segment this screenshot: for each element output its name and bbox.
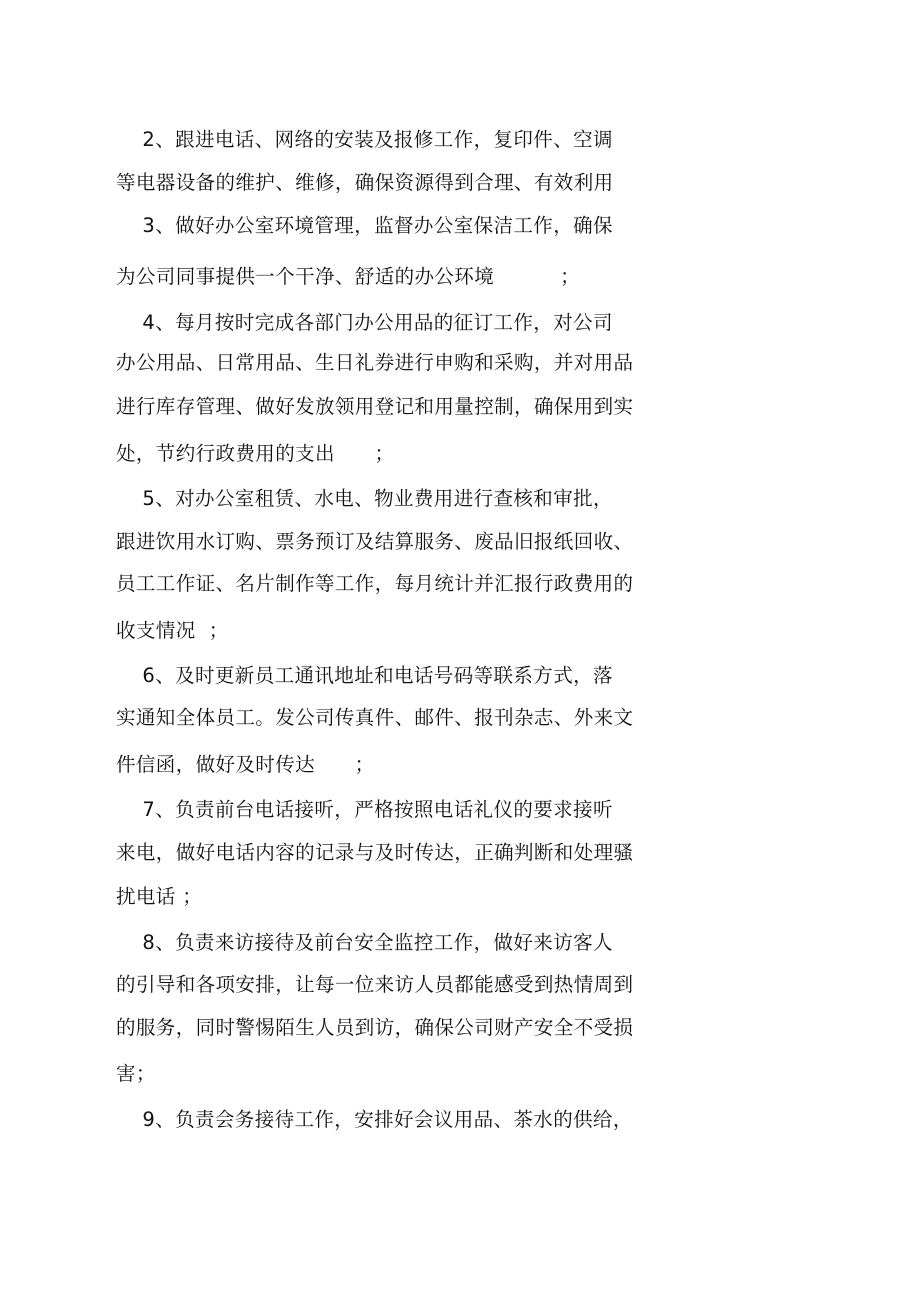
text-line: 跟进饮用水订购、票务预订及结算服务、废品旧报纸回收、 xyxy=(116,530,634,553)
text-line: 来电，做好电话内容的记录与及时传达，正确判断和处理骚 xyxy=(116,841,634,864)
text-line: 5、对办公室租赁、水电、物业费用进行查核和审批， xyxy=(116,487,613,510)
text-line: 为公司同事提供一个干净、舒适的办公环境 ； xyxy=(116,265,580,288)
text-line: 7、负责前台电话接听，严格按照电话礼仪的要求接听 xyxy=(116,798,613,821)
text-line: 件信函，做好及时传达 ； xyxy=(116,753,375,776)
text-line: 收支情况 ； xyxy=(116,619,229,642)
text-line: 处，节约行政费用的支出 ； xyxy=(116,442,395,465)
text-line: 扰电话 ； xyxy=(116,885,203,908)
text-line: 害； xyxy=(116,1062,156,1085)
text-line: 8、负责来访接待及前台安全监控工作，做好来访客人 xyxy=(116,931,613,954)
text-line: 实通知全体员工。发公司传真件、邮件、报刊杂志、外来文 xyxy=(116,706,634,729)
text-line: 等电器设备的维护、维修，确保资源得到合理、有效利用 xyxy=(116,171,614,194)
text-line: 9、负责会务接待工作，安排好会议用品、茶水的供给， xyxy=(116,1108,633,1131)
text-line: 的引导和各项安排，让每一位来访人员都能感受到热情周到 xyxy=(116,973,634,996)
text-line: 4、每月按时完成各部门办公用品的征订工作，对公司 xyxy=(116,311,613,334)
text-line: 员工工作证、名片制作等工作，每月统计并汇报行政费用的 xyxy=(116,572,634,595)
text-line: 办公用品、日常用品、生日礼券进行申购和采购，并对用品 xyxy=(116,351,634,374)
text-line: 2、跟进电话、网络的安装及报修工作，复印件、空调 xyxy=(116,128,613,151)
text-line: 进行库存管理、做好发放领用登记和用量控制，确保用到实 xyxy=(116,395,634,418)
text-line: 3、做好办公室环境管理，监督办公室保洁工作，确保 xyxy=(116,214,613,237)
text-line: 6、及时更新员工通讯地址和电话号码等联系方式，落 xyxy=(116,664,613,687)
text-line: 的服务，同时警惕陌生人员到访，确保公司财产安全不受损 xyxy=(116,1016,634,1039)
